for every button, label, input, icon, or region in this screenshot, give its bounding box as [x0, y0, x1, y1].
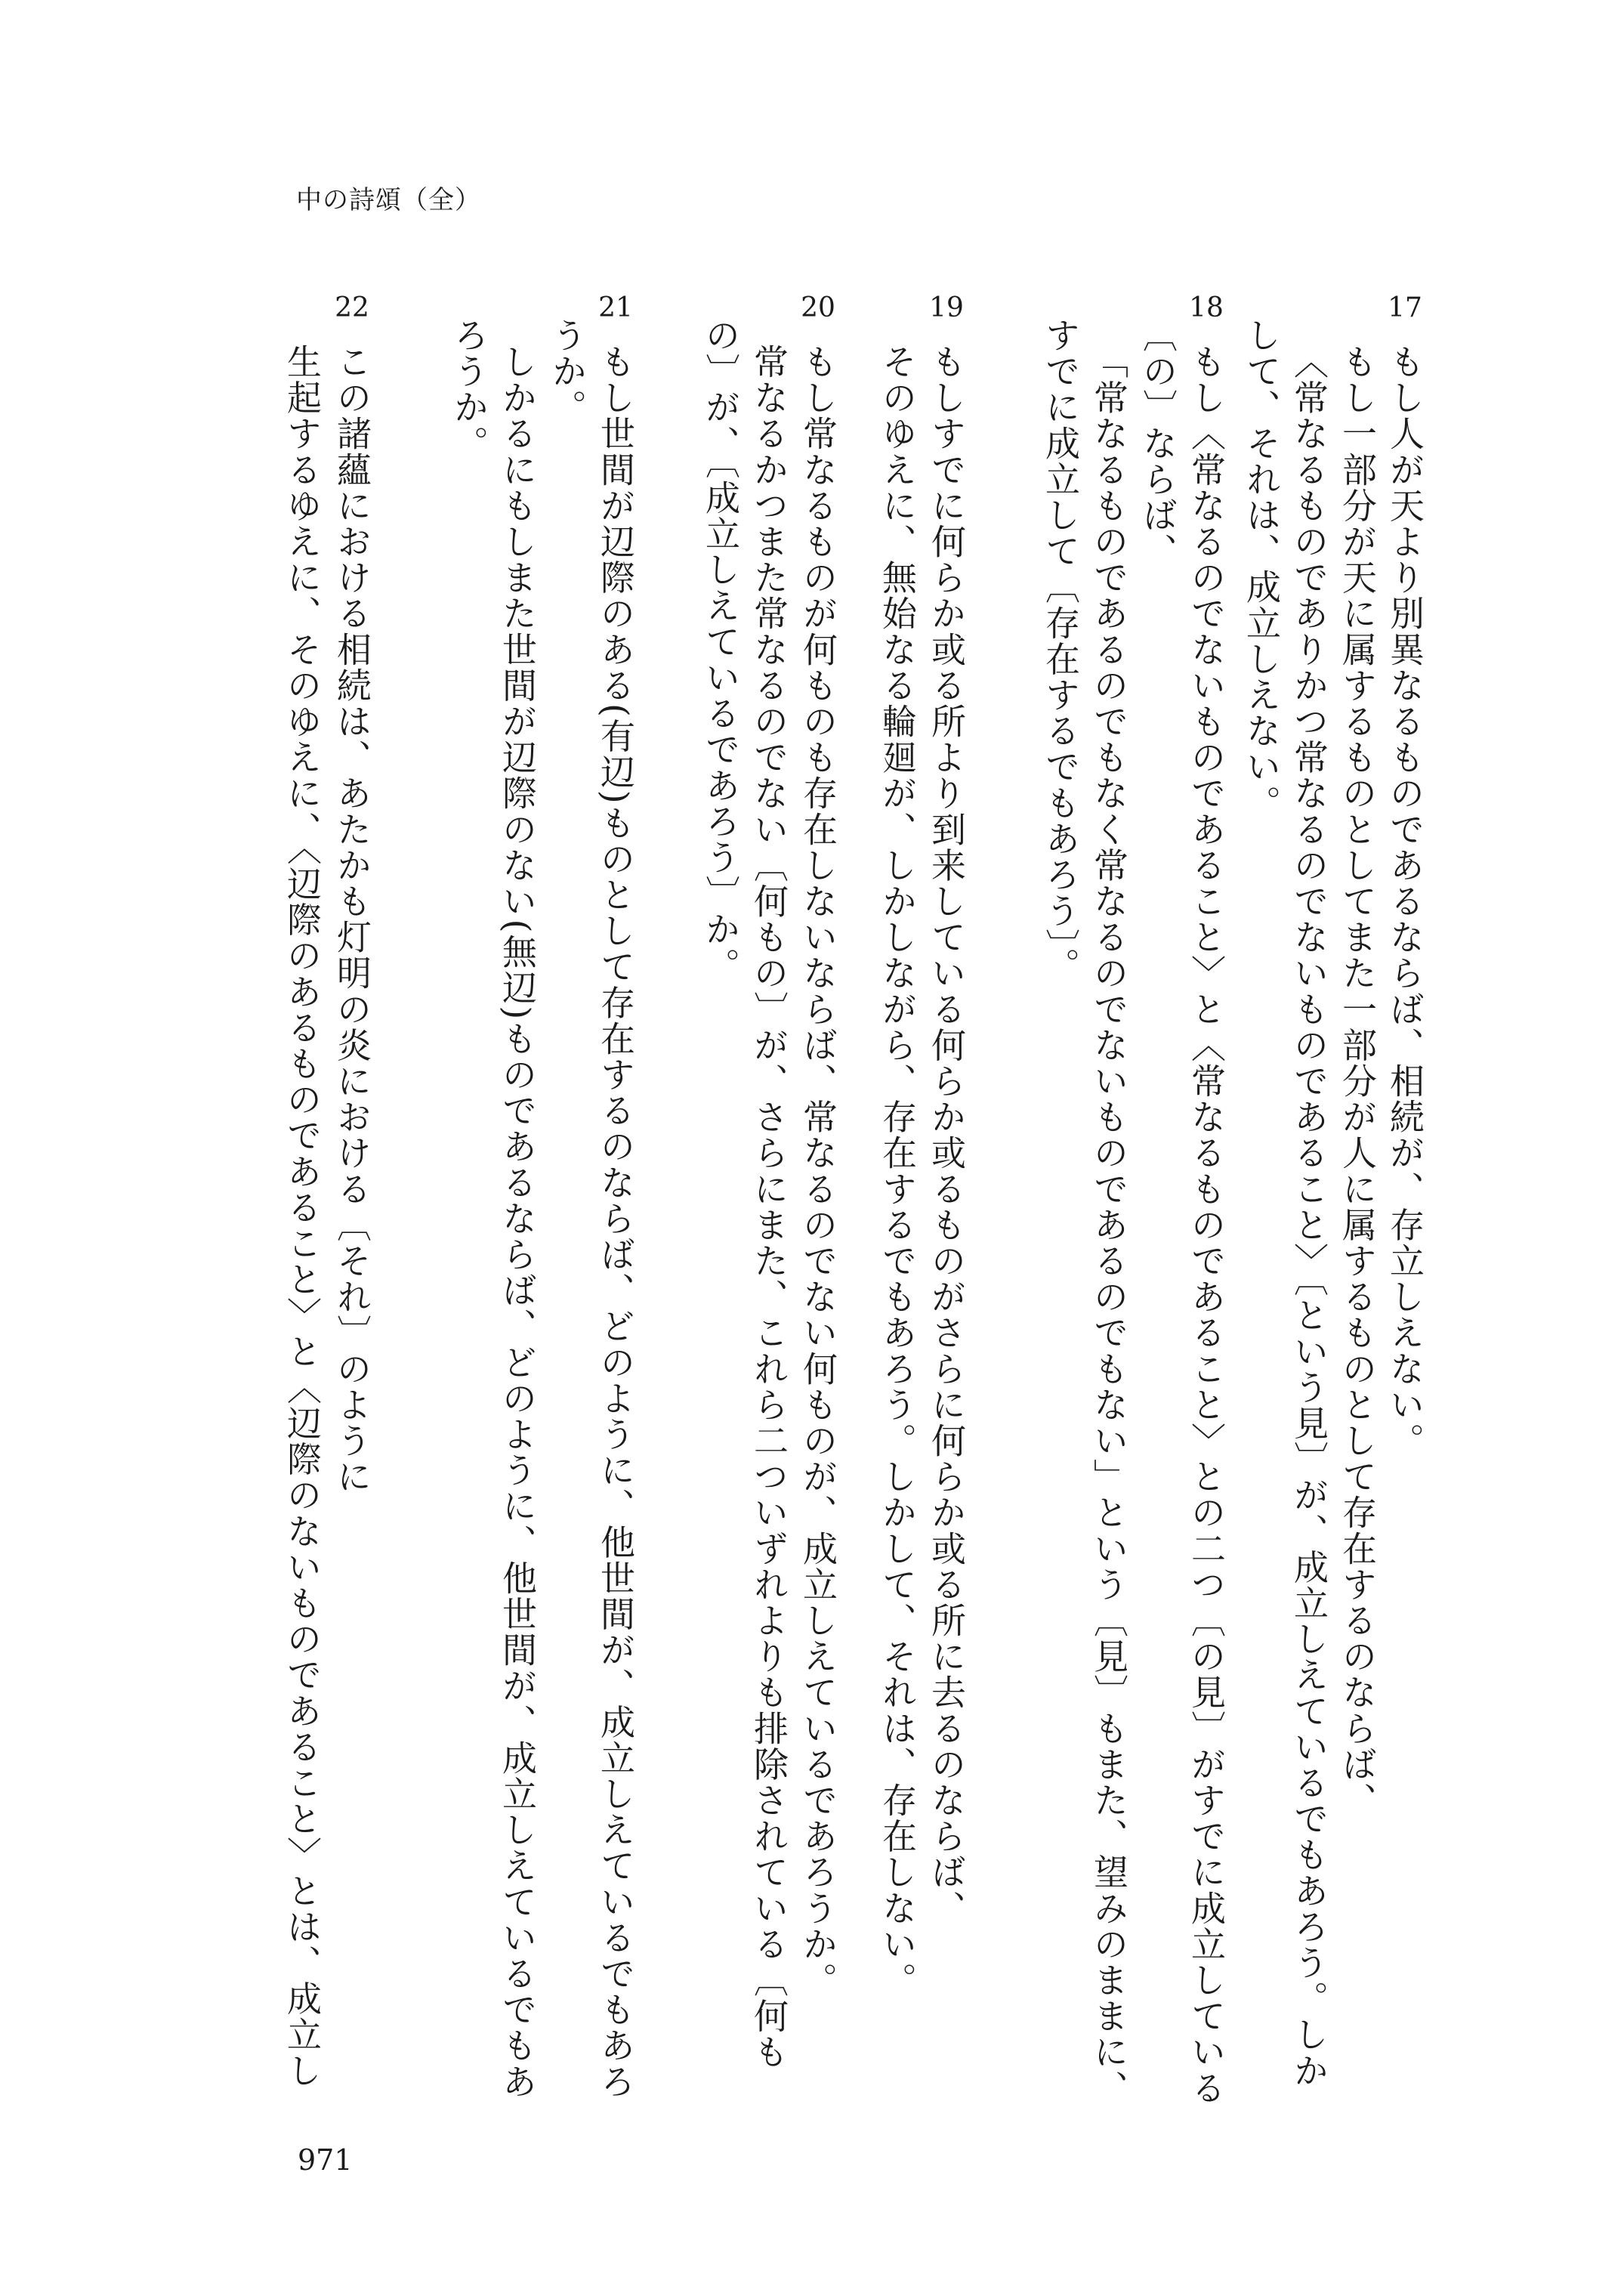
verse-number-17: 17 — [1388, 292, 1422, 323]
verse-20-line-1: もし常なるものが何ものも存在しないならば、常なるのでない何ものが、成立しえているであろうか。 — [798, 344, 838, 1998]
verse-number-18: 18 — [1189, 292, 1224, 323]
verse-21-line-1: もし世間が辺際のある(有辺)ものとして存在するのならば、どのように、他世間が、成立しえているでもあろ — [595, 344, 636, 2100]
verse-21-line-2: うか。 — [547, 317, 588, 425]
verse-19-line-1: もしすでに何らか或る所より到来している何らか或るものがさらに何らか或る所に去るのならば、 — [926, 344, 967, 1927]
verse-18-line-4: すでに成立して〔存在するでもあろう〕。 — [1040, 317, 1081, 984]
verse-17-line-3: 〈常なるものでありかつ常なるのでないものであること〉〔という見〕が、成立しえているでもあろう。しか — [1289, 344, 1329, 2089]
page-number: 971 — [298, 2143, 353, 2177]
verse-21-line-3: しかるにもしまた世間が辺際のない(無辺)ものであるならば、どのように、他世間が、成立しえているでもあ — [497, 344, 538, 2100]
verse-number-22: 22 — [335, 292, 369, 323]
verse-number-20: 20 — [801, 292, 835, 323]
verse-17-line-2: もし一部分が天に属するものとしてまた一部分が人に属するものとして存在するのならば、 — [1337, 344, 1378, 1819]
verse-21-line-4: ろうか。 — [449, 317, 489, 462]
verse-17-line-1: もし人が天より別異なるものであるならば、相続が、存立しえない。 — [1385, 344, 1425, 1459]
verse-17-line-4: して、それは、成立しえない。 — [1241, 317, 1282, 821]
verse-22-line-2: 生起するゆえに、そのゆえに、〈辺際のあるものであること〉と〈辺際のないものであること〉とは、成立し — [282, 344, 323, 2089]
verse-20-line-2: 常なるかつまた常なるのでない〔何もの〕が、さらにまた、これら二ついずれよりも排除されている〔何も — [749, 344, 789, 2070]
verse-18-line-3: 「常なるものであるのでもなく常なるのでないものであるのでもない」という〔見〕もまた、望みのままに、 — [1088, 344, 1129, 2106]
verse-18-line-1: もし〈常なるのでないものであること〉と〈常なるものであること〉との二つ〔の見〕がすでに成立している — [1186, 344, 1227, 2106]
verse-19-line-2: そのゆえに、無始なる輪廻が、しかしながら、存在するでもあろう。しかして、それは、存在しない。 — [877, 344, 918, 1998]
verse-22-line-1: この諸蘊における相続は、あたかも灯明の炎における〔それ〕のように — [332, 344, 372, 1495]
verse-18-line-2: 〔の〕ならば、 — [1138, 317, 1178, 570]
running-head: 中の詩頌（全） — [296, 185, 481, 215]
verse-number-19: 19 — [929, 292, 964, 323]
verse-number-21: 21 — [598, 292, 633, 323]
verse-20-line-3: の〕が、〔成立しえているであろう〕か。 — [700, 317, 741, 984]
